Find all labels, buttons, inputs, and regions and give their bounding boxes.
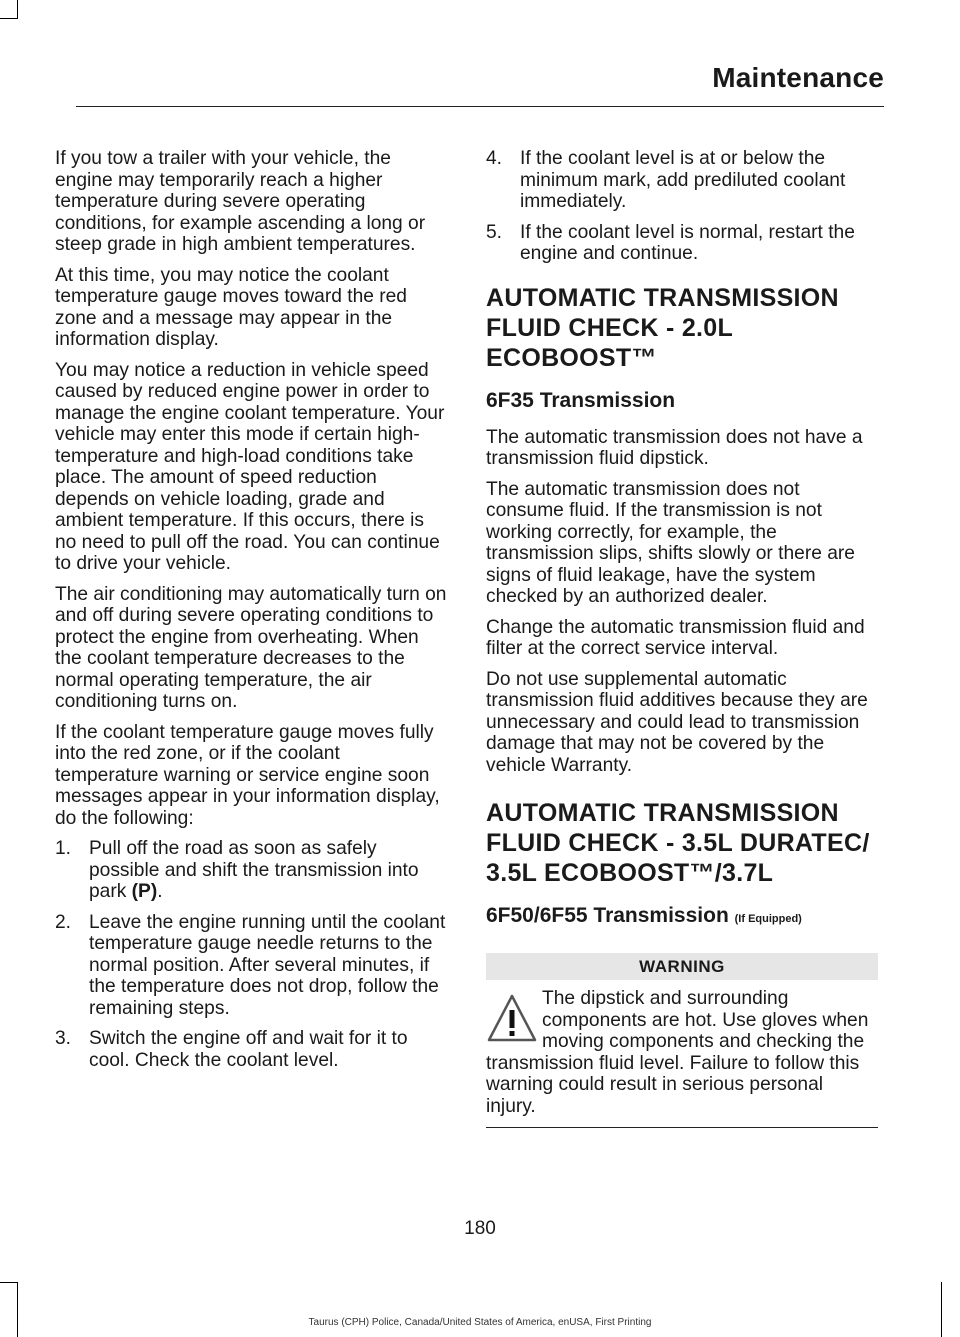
- paragraph: The air conditioning may automatically turn on and off during severe operating conditions to protect the engine from overheating. When the coolant temperature decreases to the normal operating temperature, the air conditioning turns on.: [55, 583, 447, 712]
- heading-line: FLUID CHECK - 3.5L DURATEC/: [486, 829, 870, 857]
- crop-mark-bottom-left-h: [0, 1282, 18, 1283]
- header-divider: [76, 106, 884, 107]
- crop-mark-top-left: [17, 0, 18, 19]
- step-text: Switch the engine off and wait for it to cool. Check the coolant level.: [89, 1028, 408, 1071]
- heading-line: ECOBOOST™: [486, 343, 657, 372]
- step-number: 2.: [55, 911, 72, 933]
- step-number: 5.: [486, 221, 503, 243]
- heading-line: AUTOMATIC TRANSMISSION: [486, 799, 839, 827]
- warning-text: The dipstick and surrounding components are hot. Use gloves when moving components and checking the transmission fluid level. Failure to follow this warning could result in serious personal injury.: [486, 988, 869, 1117]
- step-text: Pull off the road as soon as safely possible and shift the transmission into park: [89, 838, 419, 902]
- heading-line: 3.5L ECOBOOST™/3.7L: [486, 859, 774, 887]
- subheading-6f35: 6F35 Transmission: [486, 388, 676, 412]
- crop-mark-bottom-right: [941, 1282, 942, 1337]
- paragraph: If the coolant temperature gauge moves fully into the red zone, or if the coolant temperature warning or service engine soon messages appear in your information display, do the following:: [55, 721, 440, 829]
- warning-triangle-icon: [486, 992, 538, 1046]
- section-heading-2-0l: [486, 283, 878, 373]
- step-text: Leave the engine running until the coolant temperature gauge needle returns to the normal position. After several minutes, if the temperature does not drop, follow the remaining steps.: [89, 911, 446, 1019]
- page-title: Maintenance: [712, 62, 884, 93]
- warning-bottom-rule: [486, 1127, 878, 1128]
- footer-text: Taurus (CPH) Police, Canada/United States of America, enUSA, First Printing: [308, 1317, 652, 1328]
- paragraph: Do not use supplemental automatic transmission fluid additives because they are unnecessary and could lead to transmission damage that may not be covered by the vehicle Warranty.: [486, 668, 868, 776]
- subheading-text: 6F50/6F55 Transmission: [486, 904, 729, 927]
- step-number: 4.: [486, 148, 503, 169]
- coolant-steps-list: [55, 838, 447, 1071]
- paragraph: If you tow a trailer with your vehicle, the engine may temporarily reach a higher temperature during severe operating conditions, for example ascending a long or steep grade in high ambient temperatures.: [55, 148, 426, 255]
- crop-mark-top-left-h: [0, 18, 18, 19]
- paragraph: The automatic transmission does not consume fluid. If the transmission is not working correctly, for example, the transmission slips, shifts slowly or there are signs of fluid leakage, have the system checked by an authorized dealer.: [486, 478, 855, 607]
- step-text: If the coolant level is at or below the minimum mark, add prediluted coolant immediately.: [520, 148, 846, 212]
- heading-line: FLUID CHECK - 2.0L: [486, 313, 734, 342]
- page-number: 180: [464, 1218, 496, 1239]
- if-equipped-note: (If Equipped): [734, 913, 802, 925]
- coolant-steps-list-continued: [486, 148, 878, 265]
- heading-line: AUTOMATIC TRANSMISSION: [486, 283, 839, 312]
- subheading-6f50: [486, 904, 878, 931]
- step-text: If the coolant level is normal, restart the engine and continue.: [520, 221, 855, 264]
- paragraph: You may notice a reduction in vehicle speed caused by reduced engine power in order to manage the engine coolant temperature. Your vehicle may enter this mode if certain high-temperature and high-load conditions take place. The amount of speed reduction depends on vehicle loading, grade and ambient temperature. If this occurs, there is no need to pull off the road. You can continue to drive your vehicle.: [55, 359, 445, 574]
- gear-label: (P): [131, 881, 158, 902]
- list-item: [55, 1028, 447, 1071]
- paragraph: The automatic transmission does not have a transmission fluid dipstick.: [486, 426, 863, 469]
- left-column: [55, 148, 447, 1080]
- crop-mark-bottom-left: [17, 1282, 18, 1337]
- step-punctuation: .: [157, 881, 163, 902]
- step-number: 1.: [55, 838, 72, 859]
- warning-body: [486, 988, 878, 1128]
- paragraph: At this time, you may notice the coolant temperature gauge moves toward the red zone and a message may appear in the information display.: [55, 264, 407, 350]
- list-item: [55, 838, 447, 903]
- list-item: [486, 148, 878, 213]
- paragraph: Change the automatic transmission fluid and filter at the correct service interval.: [486, 616, 865, 659]
- list-item: [486, 222, 878, 265]
- right-column: [486, 148, 878, 1128]
- warning-label: WARNING: [486, 953, 878, 980]
- warning-box: [486, 953, 878, 1128]
- section-heading-3-5l: [486, 798, 878, 888]
- step-number: 3.: [55, 1028, 72, 1049]
- list-item: [55, 912, 447, 1020]
